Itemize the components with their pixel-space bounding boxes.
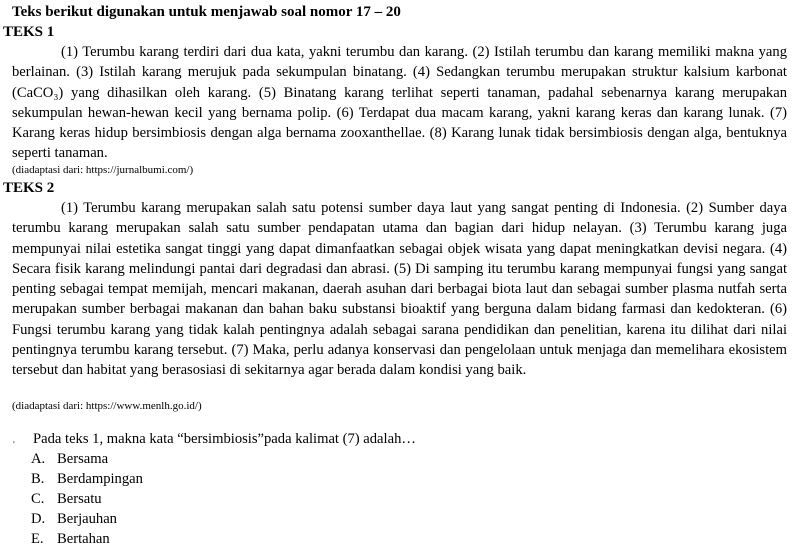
teks2-paragraph	[12, 198, 787, 381]
question-number-marker: .	[12, 431, 16, 447]
teks1-heading: TEKS 1	[3, 24, 55, 40]
answer-options	[31, 449, 143, 549]
option-letter: A.	[31, 451, 46, 467]
option-text: Bersatu	[57, 491, 102, 507]
option-b[interactable]	[31, 469, 143, 489]
teks1-paragraph-text: (1) Terumbu karang terdiri dari dua kata, yakni terumbu dan karang. (2) Istilah terumbu dan karang memiliki makna yang berlainan. (3) Istilah karang merujuk pada sekumpulan binatang. (4) Sedangkan terumbu merupakan struktur kalsium karbonat (CaCO₃) yang dihasilkan oleh karang. (5) Binatang karang terlihat seperti tanaman, padahal sebenarnya karang merupakan sekumpulan hewan-hewan kecil yang bernama polip. (6) Terdapat dua macam karang, yakni karang keras dan karang lunak. (7) Karang keras hidup bersimbiosis dengan alga bernama zooxanthellae. (8) Karang lunak tidak bersimbiosis dengan alga, bentuknya seperti tanaman.	[12, 44, 787, 162]
teks2-paragraph-text: (1) Terumbu karang merupakan salah satu potensi sumber daya laut yang sangat penting di Indonesia. (2) Sumber daya terumbu karang merupakan salah satu sumber pendapatan utama dan bagian dari hidup nelayan. (3) Terumbu karang juga mempunyai nilai estetika sangat tinggi yang dapat dimanfaatkan sebagai objek wisata yang dapat meningkatkan devisi negara. (4) Secara fisik karang melindungi pantai dari degradasi dan abrasi. (5) Di samping itu terumbu karang mempunyai fungsi yang sangat penting sebagai tempat memijah, mencari makanan, daerah asuhan dari berbagai biota laut dan sebagai sumber plasma nutfah serta merupakan sumber berbagai makanan dan bahan baku substansi bioaktif yang berguna dalam bidang farmasi dan kedokteran. (6) Fungsi terumbu karang yang tidak kalah pentingnya adalah sebagai sarana pendidikan dan penelitian, karena itu dilihat dari nilai pentingnya terumbu karang tersebut. (7) Maka, perlu adanya konservasi dan pengelolaan untuk menjaga dan memelihara ekosistem tersebut dan habitat yang berasosiasi di sekitarnya agar berada dalam kondisi yang baik.	[12, 200, 787, 379]
option-a[interactable]	[31, 449, 143, 469]
teks2-source: (diadaptasi dari: https://www.menlh.go.id/)	[12, 400, 202, 412]
option-letter: D.	[31, 511, 46, 527]
option-letter: C.	[31, 491, 45, 507]
option-text: Berjauhan	[57, 511, 117, 527]
instruction-heading: Teks berikut digunakan untuk menjawab soal nomor 17 – 20	[12, 4, 401, 20]
teks2-heading: TEKS 2	[3, 180, 55, 196]
question-text: Pada teks 1, makna kata “bersimbiosis”pada kalimat (7) adalah…	[33, 431, 416, 447]
option-text: Bersama	[57, 451, 109, 467]
option-text: Berdampingan	[57, 471, 143, 487]
option-c[interactable]	[31, 489, 143, 509]
option-letter: E.	[31, 531, 44, 547]
option-text: Bertahan	[57, 531, 110, 547]
option-d[interactable]	[31, 509, 143, 529]
option-letter: B.	[31, 471, 45, 487]
teks1-source: (diadaptasi dari: https://jurnalbumi.com/)	[12, 164, 194, 176]
teks1-paragraph	[12, 42, 787, 164]
option-e[interactable]	[31, 529, 143, 549]
